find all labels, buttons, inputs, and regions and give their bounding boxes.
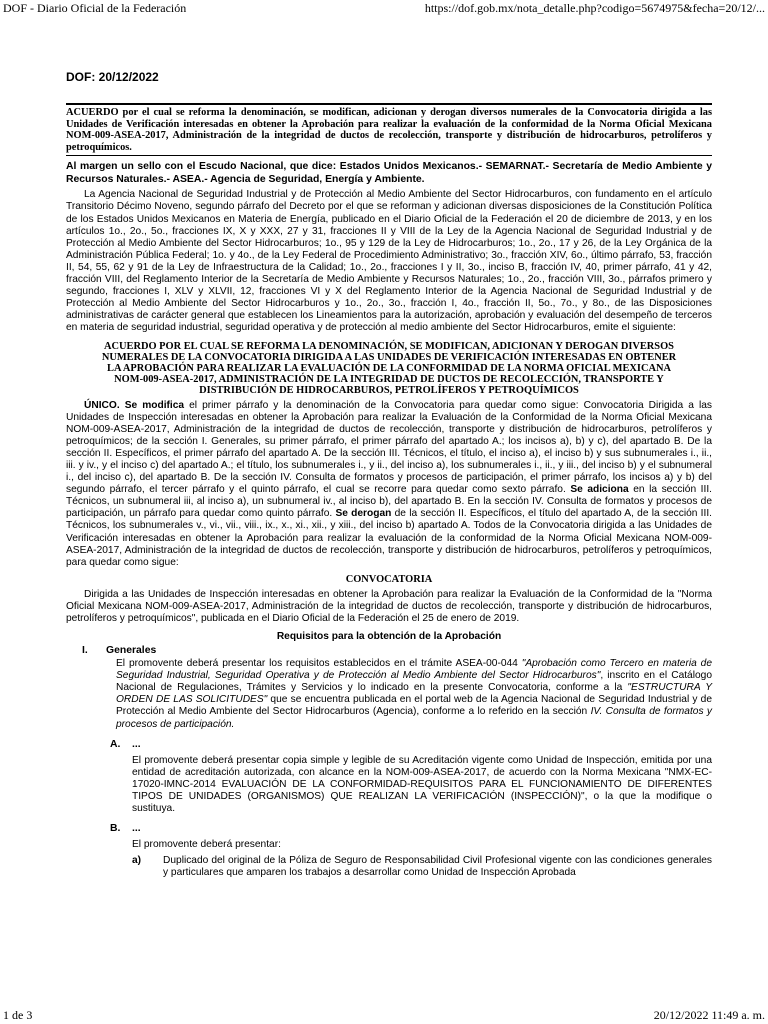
section-i-number: I. — [82, 645, 88, 657]
unico-lead: Se modifica — [124, 399, 185, 411]
print-header — [0, 0, 768, 18]
page-count: 1 de 3 — [3, 1008, 33, 1022]
unico-paragraph — [66, 400, 712, 569]
subsection-b-text: El promovente deberá presentar: — [132, 839, 281, 851]
subsection-b-ellipsis: ... — [132, 823, 141, 835]
section-i-paragraph — [116, 658, 712, 731]
section-i-text-2: , inscrito en el Catálogo Nacional de Regulaciones, Trámites y Servicios y lo indicado en la presente Convocatoria, conforme a la — [116, 670, 712, 694]
unico-derogan: Se derogan — [335, 508, 392, 520]
subsection-b-label: B. — [110, 823, 121, 835]
requirements-title: Requisitos para la obtención de la Aprobación — [276, 631, 502, 643]
unico-part3: de la sección II. Específicos, el título del apartado A, de la sección III. Técnicos, los subnumerales v., vi., vii., viii., ix., x., xi., xii., y xiii., del inciso b) apartado A. Todos de la Convocatoria dirigida a las Unidades de Verificación interesadas en obtener la Aprobación para realizar la evaluación de la conformidad de la Norma Oficial Mexicana NOM-009-ASEA-2017, Administración de la integridad de ductos de recolección, transporte y distribución de hidrocarburos, petrolíferos y petroquímicos, para quedar como sigue: — [66, 508, 713, 568]
section-i-text-1: El promovente deberá presentar los requisitos establecidos en el trámite ASEA-00-044 — [116, 658, 522, 670]
convocatoria-paragraph: Dirigida a las Unidades de Inspección interesadas en obtener la Aprobación para realizar la Evaluación de la Conformidad de la "Norma Oficial Mexicana NOM-009-ASEA-2017, Administración de la integridad de ductos de recolección, transporte y distribución de hidrocarburos, petrolíferos y petroquímicos", publicada en el Diario Oficial de la Federación el 25 de enero de 2019. — [66, 588, 712, 624]
acuerdo-heading: ACUERDO POR EL CUAL SE REFORMA LA DENOMINACIÓN, SE MODIFICAN, ADICIONAN Y DEROGAN DIVERSOS NUMERALES DE LA CONVOCATORIA DIRIGIDA A LAS UNIDADES DE VERIFICACIÓN INTERESADAS EN OBTENER LA APROBACIÓN PARA REALIZAR LA EVALUACIÓN DE LA CONFORMIDAD DE LA NORMA OFICIAL MEXICANA NOM-009-ASEA-2017, ADMINISTRACIÓN DE LA INTEGRIDAD DE DUCTOS DE RECOLECCIÓN, TRANSPORTE Y DISTRIBUCIÓN DE HIDROCARBUROS, PETROLÍFEROS Y PETROQUÍMICOS — [101, 340, 677, 396]
intro-paragraph: La Agencia Nacional de Seguridad Industrial y de Protección al Medio Ambiente del Sector Hidrocarburos, con fundamento en el artículo Transitorio Décimo Noveno, segundo párrafo del Decreto por el que se reforman y adicionan diversas disposiciones de la Constitución Política de los Estados Unidos Mexicanos en Materia de Energía, publicado en el Diario Oficial de la Federación el 20 de diciembre de 2013, y en los artículos 1o., 2o., 5o., fracciones IX, X y XXX, 27 y 31, fracciones II y VIII de la Ley de la Agencia Nacional de Seguridad Industrial y de Protección al Medio Ambiente del Sector Hidrocarburos; 1o., 95 y 129 de la Ley de Hidrocarburos; 1o., 2o., 17 y 26, de la Ley Orgánica de la Administración Pública Federal; 1o. y 4o., de la Ley Federal de Procedimiento Administrativo; 3o., fracción XIV, 6o., último párrafo, 53, fracción II, 54, 55, 62 y 91 de la Ley de Infraestructura de la Calidad; 1o., 2o., fracciones I y II, 3o., inciso B, fracción IV, 40, primer párrafo, 41 y 42, fracción VIII, del Reglamento Interior de la Secretaría de Medio Ambiente y Recursos Naturales; 1o., 2o., fracción VIII, 3o., párrafos primero y segundo, fracciones I, XLV y XLVII, 12, fracciones VI y X del Reglamento Interior de la Agencia Nacional de Seguridad Industrial y de Protección al Medio Ambiente del Sector Hidrocarburos y 1o., 2o., 3o., fracción I, 4o., fracción II, 5o., 7o., y 8o., de las Disposiciones administrativas de carácter general que establecen los Lineamientos para la autorización, aprobación y evaluación del desempeño de terceros en materia de seguridad industrial, seguridad operativa y de protección al medio ambiente del Sector Hidrocarburos, emite el siguiente: — [66, 189, 712, 334]
section-i-title: Generales — [106, 645, 157, 657]
unico-label: ÚNICO. — [84, 399, 120, 411]
print-timestamp: 20/12/2022 11:49 a. m. — [653, 1008, 765, 1022]
list-item-text: Duplicado del original de la Póliza de Seguro de Responsabilidad Civil Profesional vigente con las condiciones generales y particulares que amparen los trabajos a desarrollar como Unidad de Inspección Aprobada — [163, 855, 712, 879]
title-bottom-rule — [66, 155, 712, 156]
section-i-italic-3: IV. Consulta de formatos y procesos de participación. — [116, 706, 712, 730]
section-i-italic-1: "Aprobación como Tercero en materia de Seguridad Industrial, Seguridad Operativa y de Protección al Medio Ambiente del Sector Hidrocarburos" — [116, 658, 712, 682]
list-item-label: a) — [132, 855, 142, 867]
section-i-heading — [66, 645, 712, 656]
print-footer — [0, 1006, 768, 1024]
page-title: DOF - Diario Oficial de la Federación — [3, 1, 187, 15]
section-i-italic-2: "ESTRUCTURA Y ORDEN DE LAS SOLICITUDES" — [116, 682, 712, 706]
document-title: ACUERDO por el cual se reforma la denominación, se modifican, adicionan y derogan diversos numerales de la Convocatoria dirigida a las Unidades de Verificación interesadas en obtener la Aprobación para realizar la evaluación de la conformidad de la Norma Oficial Mexicana NOM-009-ASEA-2017, Administración de la integridad de ductos de recolección, transporte y distribución de hidrocarburos, petrolíferos y petroquímicos. — [66, 107, 712, 153]
margin-seal-text: Al margen un sello con el Escudo Nacional, que dice: Estados Unidos Mexicanos.- SEMARNAT.- Secretaría de Medio Ambiente y Recursos Naturales.- ASEA.- Agencia de Seguridad, Energía y Ambiente. — [66, 161, 712, 185]
unico-part1: el primer párrafo y la denominación de la Convocatoria para quedar como sigue: Convocatoria Dirigida a las Unidades de Inspección interesadas en obtener la Aprobación para realizar la Evaluación de la Conformidad de la Norma Oficial Mexicana NOM-009-ASEA-2017, Administración de la integridad de ductos de recolección, transporte y distribución de hidrocarburos, petrolíferos y petroquímicos; de la sección I. Generales, su primer párrafo, el primer párrafo del apartado A.; los incisos a), b) y c), del apartado B. De la sección II. Específicos, el primer párrafo del apartado A. De la sección III. Técnicos, el título, el inciso a), el inciso b) y sus subnumerales i., ii., iii. y iv., y el inciso c) del apartado A.; el título, los subnumerales i., y ii., del inciso a), los subnumerales i., ii., y iii., del inciso b) y el subnumeral i., del inciso c), del apartado B. De la sección IV. Consulta de formatos y procesos de participación, el primer párrafo, los incisos a) y b) del segundo párrafo, el tercer párrafo y el quinto párrafo, el cual se recorre para quedar como sexto párrafo. — [66, 399, 712, 496]
document-body — [66, 70, 712, 879]
subsection-b-heading — [110, 823, 712, 834]
page-url[interactable]: https://dof.gob.mx/nota_detalle.php?codigo=5674975&fecha=20/12/... — [424, 1, 765, 15]
subsection-a-heading — [110, 739, 712, 750]
section-i-text-3: que se encuentra publicada en el portal web de la Agencia Nacional de Seguridad Industrial y de Protección al Medio Ambiente del Sector Hidrocarburos (Agencia), conforme a lo referido en la sección — [116, 694, 712, 718]
subsection-a-ellipsis: ... — [132, 738, 141, 750]
dof-date: DOF: 20/12/2022 — [66, 70, 159, 84]
unico-adiciona: Se adiciona — [570, 484, 629, 496]
subsection-a-text: El promovente deberá presentar copia simple y legible de su Acreditación vigente como Unidad de Inspección, emitida por una entidad de acreditación autorizada, con alcance en la NOM-009-ASEA-2017, de acuerdo con la Norma Mexicana "NMX-EC-17020-IMNC-2014 EVALUACIÓN DE LA CONFORMIDAD-REQUISITOS PARA EL FUNCIONAMIENTO DE DIFERENTES TIPOS DE UNIDADES (ORGANISMOS) QUE REALIZAN LA VERIFICACIÓN (INSPECCIÓN)", o la que la modifique o sustituya. — [132, 754, 712, 815]
subsection-a-label: A. — [110, 738, 121, 750]
list-item — [132, 855, 712, 879]
convocatoria-title: CONVOCATORIA — [345, 573, 433, 585]
unico-part2: en la sección III. Técnicos, un subnumeral iii, al inciso a), un subnumeral iv., al inciso b), del apartado B. En la sección IV. Consulta de formatos y procesos de participación, un párrafo para quedar como quinto párrafo. — [66, 484, 712, 520]
